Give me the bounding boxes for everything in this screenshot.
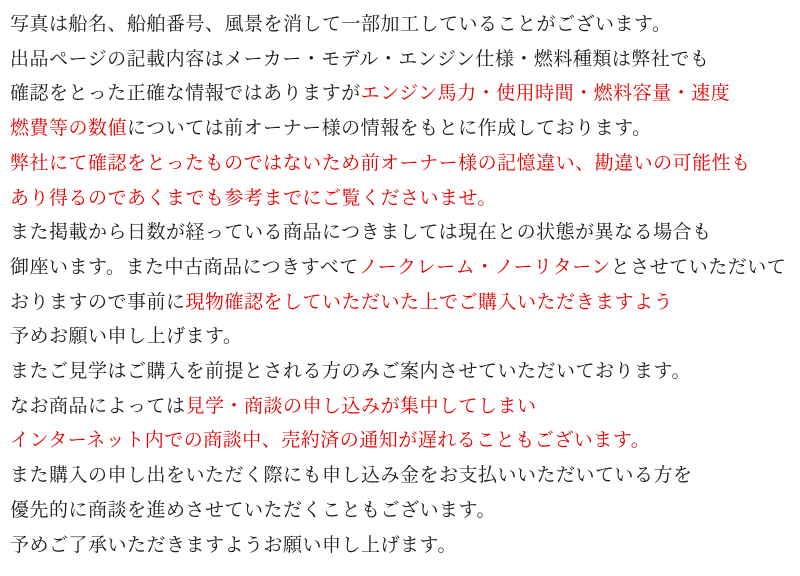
notice-text-red: インターネット内での商談中、売約済の通知が遅れることもございます。 xyxy=(10,429,651,452)
notice-text-red: 弊社にて確認をとったものではないため前オーナー様の記憶違い、勘違いの可能性も xyxy=(10,151,751,174)
notice-text-red: 燃費等の数値 xyxy=(10,117,128,140)
notice-text: 予めご了承いただきますようお願い申し上げます。 xyxy=(10,533,457,556)
notice-line xyxy=(10,458,792,493)
notice-line xyxy=(10,528,792,563)
notice-line xyxy=(10,285,792,320)
notice-text: 確認をとった正確な情報ではありますが xyxy=(10,82,361,105)
notice-line xyxy=(10,389,792,424)
notice-line xyxy=(10,42,792,77)
notice-text: なお商品によっては xyxy=(10,394,186,417)
notice-line xyxy=(10,215,792,250)
notice-text: 写真は船名、船舶番号、風景を消して一部加工していることがございます。 xyxy=(10,13,672,35)
notice-line xyxy=(10,76,792,111)
notice-text: おりますので事前に xyxy=(10,290,186,313)
notice-line xyxy=(10,181,792,216)
notice-text: とさせていただいて xyxy=(610,255,787,278)
notice-text: また購入の申し出をいただく際にも申し込み金をお支払いいただいている方を xyxy=(10,464,693,487)
notice-text: 御座います。また中古商品につきすべて xyxy=(10,255,359,278)
notice-text: また掲載から日数が経っている商品につきましては現在との状態が異なる場合も xyxy=(10,221,712,244)
notice-line xyxy=(10,354,792,389)
notice-line xyxy=(10,493,792,528)
notice-text-red: ノークレーム・ノーリターン xyxy=(358,255,611,278)
notice-text: 予めお願い申し上げます。 xyxy=(10,325,243,348)
notice-text: またご見学はご購入を前提とされる方のみご案内させていただいております。 xyxy=(10,360,691,383)
notice-text: 優先的に商談を進めさせていただくこともございます。 xyxy=(10,498,496,521)
notice-text-red: エンジン馬力・使用時間・燃料容量・速度 xyxy=(360,82,731,105)
notice-text: 出品ページの記載内容はメーカー・モデル・エンジン仕様・燃料種類は弊社でも xyxy=(10,47,710,70)
notice-text: については前オーナー様の情報をもとに作成しております。 xyxy=(127,117,652,140)
notice-text-red: 見学・商談の申し込みが集中してしまい xyxy=(185,394,537,417)
notice-text-red: あり得るのであくまでも参考までにご覧くださいませ。 xyxy=(10,186,497,209)
notice-line xyxy=(10,111,792,146)
disclaimer-text-block xyxy=(10,7,792,562)
notice-line xyxy=(10,423,792,458)
notice-line xyxy=(10,146,792,181)
notice-line xyxy=(10,250,792,285)
notice-line xyxy=(10,319,792,354)
notice-line xyxy=(10,7,792,42)
notice-text-red: 現物確認をしていただいた上でご購入いただきますよう xyxy=(185,290,674,313)
